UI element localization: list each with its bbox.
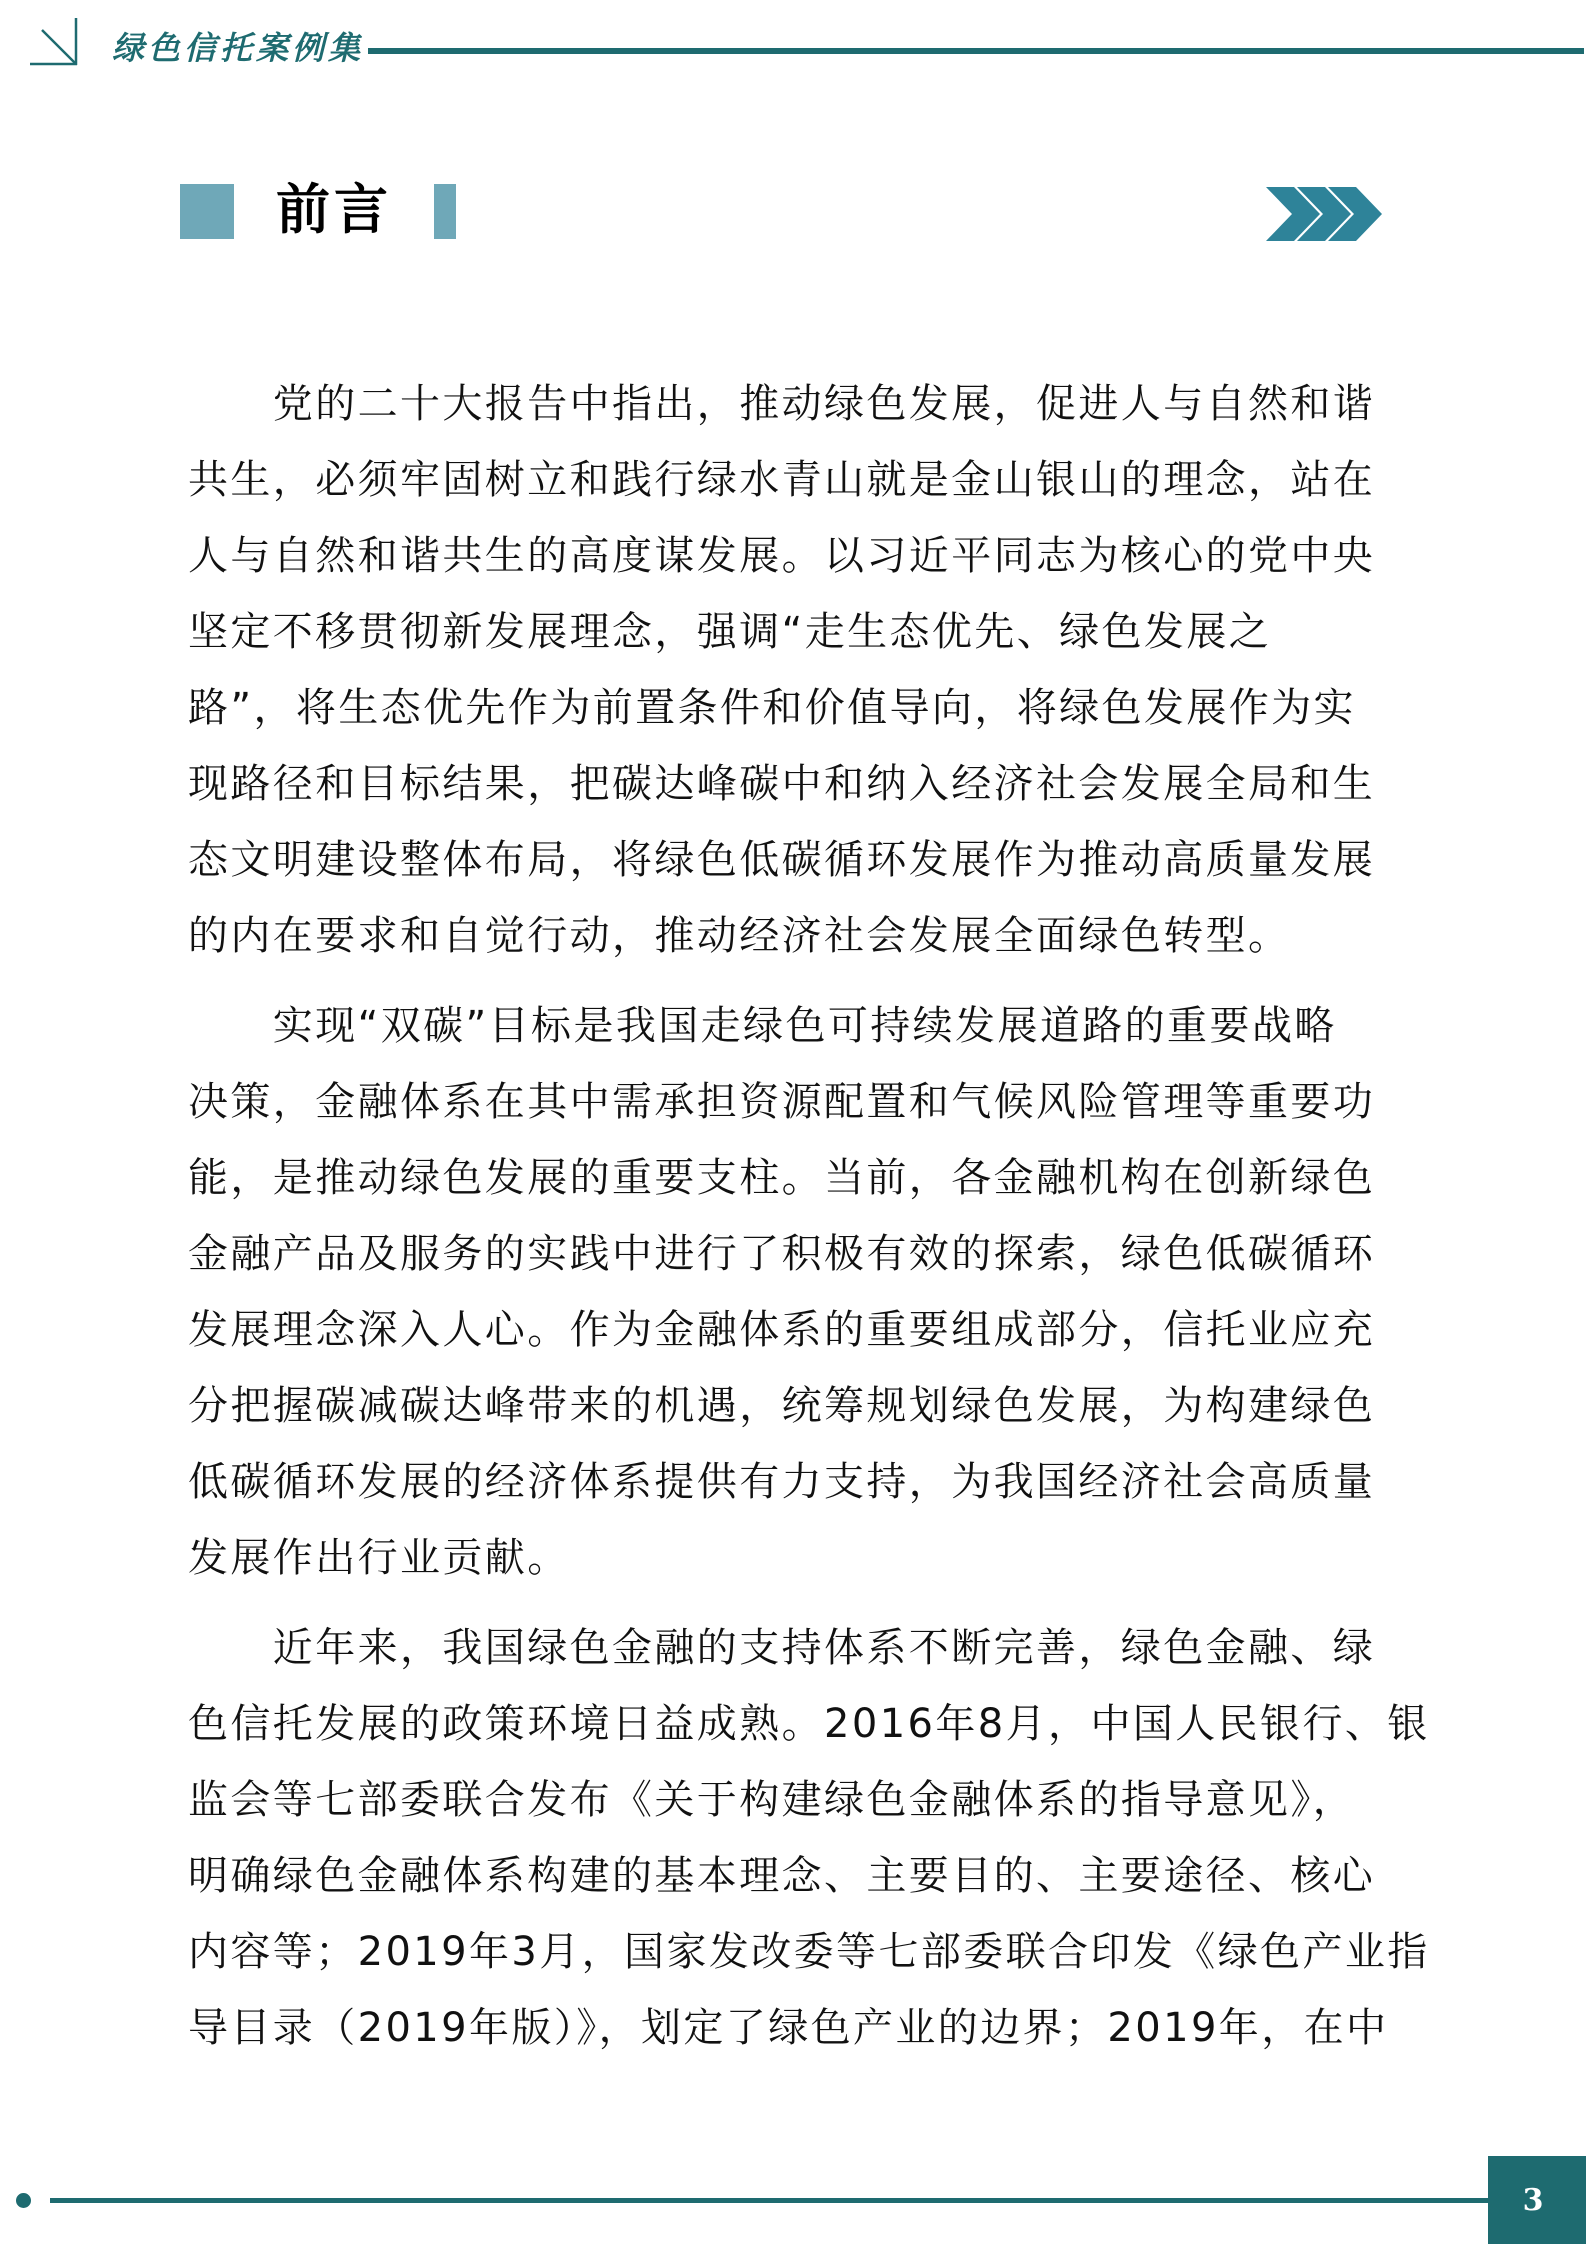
text-line: 明确绿色金融体系构建的基本理念、主要目的、主要途径、核心 [188, 1853, 1376, 1899]
paragraph-2 [188, 988, 1428, 1596]
text-line: 导目录（2019年版）》，划定了绿色产业的边界；2019年，在中 [188, 2005, 1389, 2051]
text-line: 共生，必须牢固树立和践行绿水青山就是金山银山的理念，站在 [188, 457, 1376, 503]
text-line: 决策，金融体系在其中需承担资源配置和气候风险管理等重要功 [188, 1079, 1376, 1125]
text-line: 内容等；2019年3月，国家发改委等七部委联合印发《绿色产业指 [188, 1929, 1430, 1975]
text-line: 能，是推动绿色发展的重要支柱。当前，各金融机构在创新绿色 [188, 1155, 1376, 1201]
text-line: 人与自然和谐共生的高度谋发展。以习近平同志为核心的党中央 [188, 533, 1376, 579]
text-line: 态文明建设整体布局，将绿色低碳循环发展作为推动高质量发展 [188, 837, 1376, 883]
paragraph-3 [188, 1610, 1428, 2066]
arrow-down-right-icon [30, 18, 78, 66]
text-line: 分把握碳减碳达峰带来的机遇，统筹规划绿色发展，为构建绿色 [188, 1383, 1376, 1429]
document-title: 绿色信托案例集 [112, 29, 365, 67]
text-line: 现路径和目标结果，把碳达峰碳中和纳入经济社会发展全局和生 [188, 761, 1376, 807]
header-rule [368, 48, 1584, 54]
footer-rule [50, 2198, 1490, 2203]
text-line: 党的二十大报告中指出，推动绿色发展，促进人与自然和谐 [188, 381, 1376, 427]
text-line: 色信托发展的政策环境日益成熟。2016年8月，中国人民银行、银 [188, 1701, 1430, 1747]
text-line: 近年来，我国绿色金融的支持体系不断完善，绿色金融、绿 [188, 1625, 1376, 1671]
text-line: 低碳循环发展的经济体系提供有力支持，为我国经济社会高质量 [188, 1459, 1376, 1505]
text-line: 监会等七部委联合发布《关于构建绿色金融体系的指导意见》， [188, 1777, 1356, 1823]
paragraph-1 [188, 366, 1428, 974]
text-line: 金融产品及服务的实践中进行了积极有效的探索，绿色低碳循环 [188, 1231, 1376, 1277]
footer-dot [16, 2193, 31, 2208]
text-line: 发展作出行业贡献。 [188, 1535, 570, 1581]
text-line: 发展理念深入人心。作为金融体系的重要组成部分，信托业应充 [188, 1307, 1376, 1353]
section-marker-bar [434, 184, 456, 239]
triple-chevron-right-icon [1264, 186, 1384, 242]
text-line: 坚定不移贯彻新发展理念，强调“走生态优先、绿色发展之 [188, 609, 1272, 655]
text-line: 的内在要求和自觉行动，推动经济社会发展全面绿色转型。 [188, 913, 1291, 959]
section-marker-square [180, 184, 234, 239]
text-line: 路”，将生态优先作为前置条件和价值导向，将绿色发展作为实 [188, 685, 1356, 731]
page-number: 3 [1488, 2156, 1586, 2244]
section-title: 前言 [276, 177, 392, 241]
preface-body [188, 366, 1428, 2080]
text-line: 实现“双碳”目标是我国走绿色可持续发展道路的重要战略 [188, 1003, 1337, 1049]
